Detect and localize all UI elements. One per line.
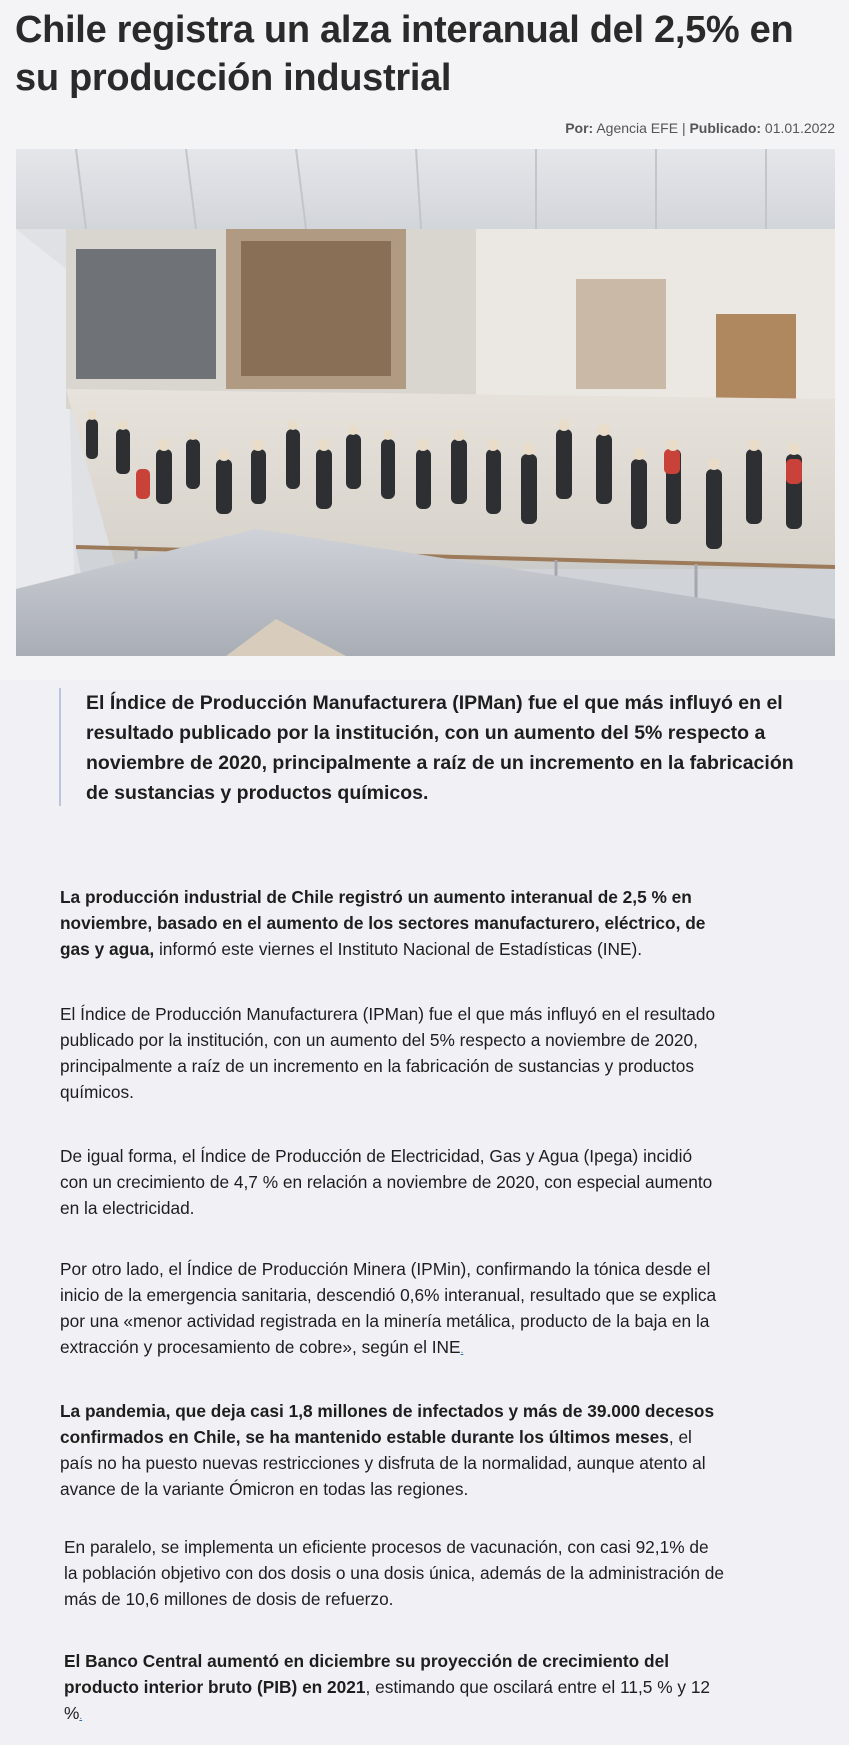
paragraph-1-bold: La producción industrial de Chile registró un aumento interanual de 2,5 % en noviembre, basado en el aumento de los sectores manufacturero, eléctrico, de gas y agua, bbox=[60, 887, 706, 959]
paragraph-5 bbox=[60, 1398, 720, 1502]
byline-by-label: Por: bbox=[565, 120, 594, 136]
source-link[interactable]: . bbox=[460, 1345, 464, 1356]
paragraph-2: El Índice de Producción Manufacturera (IPMan) fue el que más influyó en el resultado publicado por la institución, con un aumento del 5% respecto a noviembre de 2020, principalmente a raíz de un incremento en la fabricación de sustancias y productos químicos. bbox=[60, 1004, 716, 1102]
paragraph-7-text: , estimando que oscilará entre el 11,5 % y 12 % bbox=[64, 1677, 711, 1723]
hero-image bbox=[16, 149, 835, 656]
paragraph-3: De igual forma, el Índice de Producción de Electricidad, Gas y Agua (Ipega) incidió con un crecimiento de 4,7 % en relación a noviembre de 2020, con especial aumento en la electricidad. bbox=[60, 1146, 713, 1218]
article-headline: Chile registra un alza interanual del 2,5% en su producción industrial bbox=[15, 9, 794, 99]
paragraph-1 bbox=[60, 884, 720, 962]
byline-author[interactable]: Agencia EFE bbox=[596, 120, 679, 136]
article-lead: El Índice de Producción Manufacturera (IPMan) fue el que más influyó en el resultado publicado por la institución, con un aumento del 5% respecto a noviembre de 2020, principalmente a raíz de un incremento en la fabricación de sustancias y productos químicos. bbox=[59, 688, 816, 806]
paragraph-7 bbox=[64, 1648, 724, 1730]
shopping-mall-photo-icon bbox=[16, 149, 835, 656]
article-byline bbox=[565, 120, 835, 136]
paragraph-5-text: , el país no ha puesto nuevas restricciones y disfruta de la normalidad, aunque atento al avance de la variante Ómicron en todas las regiones. bbox=[60, 1427, 706, 1499]
source-link-2[interactable]: . bbox=[79, 1711, 83, 1722]
paragraph-1-text: informó este viernes el Instituto Nacional de Estadísticas (INE). bbox=[154, 939, 643, 959]
paragraph-5-bold: La pandemia, que deja casi 1,8 millones de infectados y más de 39.000 decesos confirmados en Chile, se ha mantenido estable durante los últimos meses bbox=[60, 1401, 715, 1447]
paragraph-4-text: Por otro lado, el Índice de Producción Minera (IPMin), confirmando la tónica desde el inicio de la emergencia sanitaria, descendió 0,6% interanual, resultado que se explica por una «menor actividad registrada en la minería metálica, producto de la baja en la extracción y procesamiento de cobre», según el INE bbox=[60, 1259, 717, 1357]
byline-date: 01.01.2022 bbox=[764, 120, 835, 136]
paragraph-7-bold: El Banco Central aumentó en diciembre su proyección de crecimiento del producto interior bruto (PIB) en 2021 bbox=[64, 1651, 670, 1697]
paragraph-6: En paralelo, se implementa un eficiente procesos de vacunación, con casi 92,1% de la población objetivo con dos dosis o una dosis única, además de la administración de más de 10,6 millones de dosis de refuerzo. bbox=[64, 1537, 724, 1609]
byline-published-label: Publicado: bbox=[689, 120, 762, 136]
paragraph-4 bbox=[60, 1256, 720, 1364]
byline-separator: | bbox=[681, 120, 686, 136]
